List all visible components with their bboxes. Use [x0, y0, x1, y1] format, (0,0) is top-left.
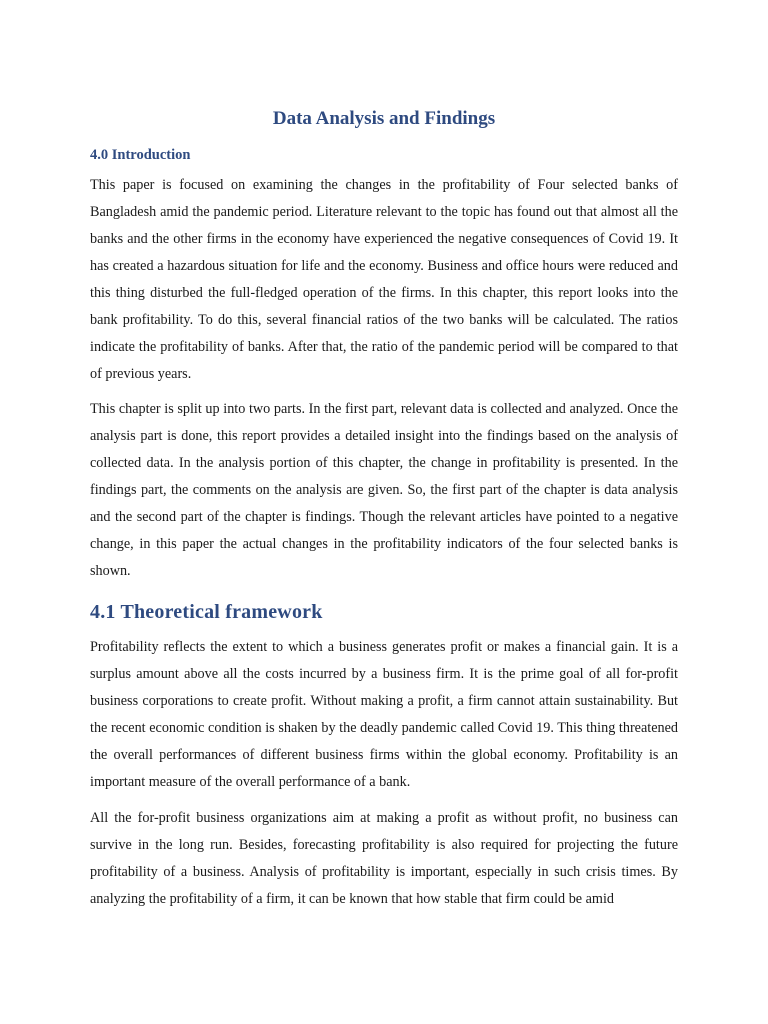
framework-paragraph-1: Profitability reflects the extent to which a business generates profit or makes a financial gain. It is a surplus amount above all the costs incurred by a business firm. It is the prime goal of all for-profit business corporations to create profit. Without making a profit, a firm cannot attain sustainability. But the recent economic condition is shaken by the deadly pandemic called Covid 19. This thing threatened the overall performances of different business firms within the global economy. Profitability is an important measure of the overall performance of a bank.: [90, 639, 678, 790]
page-title: Data Analysis and Findings: [272, 108, 496, 129]
intro-paragraph-1: This paper is focused on examining the changes in the profitability of Four selected banks of Bangladesh amid the pandemic period. Literature relevant to the topic has found out that almost all the banks and the other firms in the economy have experienced the negative consequences of Covid 19. It has created a hazardous situation for life and the economy. Business and office hours were reduced and this thing disturbed the full-fledged operation of the firms. In this chapter, this report looks into the bank profitability. To do this, several financial ratios of the two banks will be calculated. The ratios indicate the profitability of banks. After that, the ratio of the pandemic period will be compared to that of previous years.: [90, 177, 678, 382]
intro-paragraph-2: This chapter is split up into two parts. In the first part, relevant data is collected and analyzed. Once the analysis part is done, this report provides a detailed insight into the findings based on the analysis of collected data. In the analysis portion of this chapter, the change in profitability is presented. In the findings part, the comments on the analysis are given. So, the first part of the chapter is data analysis and the second part of the chapter is findings. Though the relevant articles have pointed to a negative change, in this paper the actual changes in the profitability indicators of the four selected banks is shown.: [90, 401, 678, 579]
framework-heading: 4.1 Theoretical framework: [90, 601, 323, 623]
intro-heading: 4.0 Introduction: [90, 147, 191, 163]
framework-paragraph-2: All the for-profit business organizations aim at making a profit as without profit, no business can survive in the long run. Besides, forecasting profitability is also required for projecting the future profitability of a business. Analysis of profitability is important, especially in such crisis times. By analyzing the profitability of a firm, it can be known that how stable that firm could be amid: [90, 810, 678, 907]
